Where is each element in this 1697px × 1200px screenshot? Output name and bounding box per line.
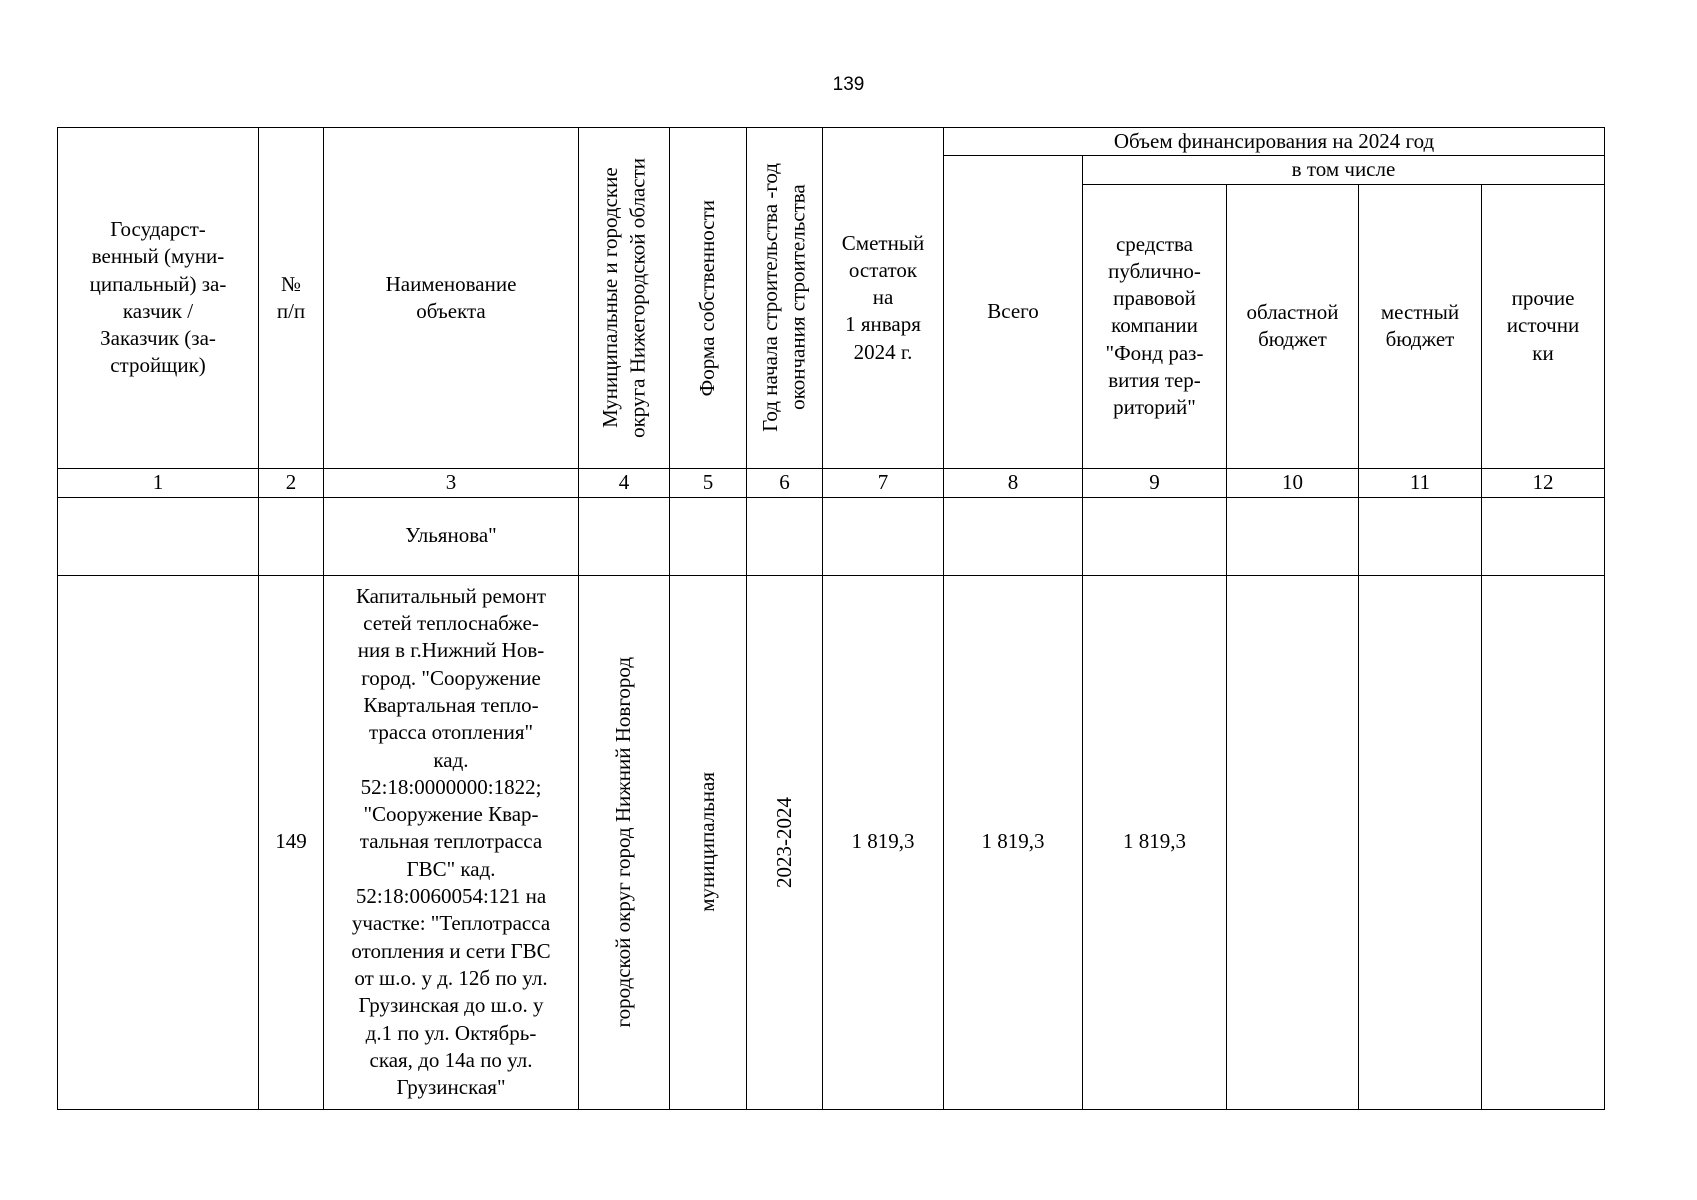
- cell-total: [944, 497, 1083, 575]
- header-local-budget: местный бюджет: [1359, 184, 1482, 468]
- cell-municipality: [579, 497, 670, 575]
- cell-object-name: Ульянова": [324, 497, 579, 575]
- cell-estimate: [823, 497, 944, 575]
- cell-public-fund: 1 819,3: [1083, 575, 1227, 1109]
- column-number: 4: [579, 468, 670, 497]
- column-number: 5: [670, 468, 747, 497]
- header-regional-budget: областной бюджет: [1227, 184, 1359, 468]
- column-number: 6: [747, 468, 823, 497]
- cell-number: 149: [259, 575, 324, 1109]
- column-number: 9: [1083, 468, 1227, 497]
- cell-years: [747, 497, 823, 575]
- header-funding-group: Объем финансирования на 2024 год: [944, 128, 1605, 156]
- cell-customer: [58, 575, 259, 1109]
- cell-other-sources: [1482, 497, 1605, 575]
- cell-number: [259, 497, 324, 575]
- table-row: [58, 497, 1605, 575]
- cell-municipality-cell: [579, 575, 670, 1109]
- cell-ownership: муниципальная: [695, 772, 720, 912]
- column-number: 10: [1227, 468, 1359, 497]
- column-number: 3: [324, 468, 579, 497]
- cell-ownership-cell: [670, 575, 747, 1109]
- header-public-fund: средства публично- правовой компании "Фонд раз- вития тер- риторий": [1083, 184, 1227, 468]
- cell-ownership: [670, 497, 747, 575]
- header-other-sources: прочие источни ки: [1482, 184, 1605, 468]
- table-row: [58, 575, 1605, 1109]
- header-estimate: Сметный остаток на 1 января 2024 г.: [823, 128, 944, 469]
- cell-regional-budget: [1227, 575, 1359, 1109]
- cell-regional-budget: [1227, 497, 1359, 575]
- cell-local-budget: [1359, 575, 1482, 1109]
- cell-object-name: Капитальный ремонт сетей теплоснабже- ния в г.Нижний Нов- город. "Сооружение Квартальная тепло- трасса отопления" кад. 52:18:0000000:1822; "Сооружение Квар- тальная теплотрасса ГВС" кад. 52:18:0060054:121 на участке: "Теплотрасса отопления и сети ГВС от ш.о. у д. 12б по ул. Грузинская до ш.о. у д.1 по ул. Октябрь- ская, до 14а по ул. Грузинская": [324, 575, 579, 1109]
- column-number: 12: [1482, 468, 1605, 497]
- header-ownership: Форма собственности: [695, 199, 720, 396]
- cell-years-cell: [747, 575, 823, 1109]
- column-number: 11: [1359, 468, 1482, 497]
- cell-estimate: 1 819,3: [823, 575, 944, 1109]
- column-number: 7: [823, 468, 944, 497]
- cell-customer: [58, 497, 259, 575]
- header-number: № п/п: [259, 128, 324, 469]
- column-numbers-row: [58, 468, 1605, 497]
- header-total: Всего: [944, 156, 1083, 468]
- cell-public-fund: [1083, 497, 1227, 575]
- header-years-cell: [747, 128, 823, 469]
- header-customer: Государст- венный (муни- ципальный) за- казчик / Заказчик (за- стройщик): [58, 128, 259, 469]
- header-including: в том числе: [1083, 156, 1605, 184]
- header-years: Год начала строительства -год окончания строительства: [758, 163, 810, 433]
- page-number: 139: [832, 74, 865, 95]
- cell-years: 2023-2024: [771, 796, 796, 888]
- header-municipality: Муниципальные и городские округа Нижегородской области: [597, 157, 649, 438]
- cell-total: 1 819,3: [944, 575, 1083, 1109]
- cell-other-sources: [1482, 575, 1605, 1109]
- column-number: 8: [944, 468, 1083, 497]
- cell-local-budget: [1359, 497, 1482, 575]
- column-number: 1: [58, 468, 259, 497]
- cell-municipality: городской округ город Нижний Новгород: [611, 656, 636, 1028]
- column-number: 2: [259, 468, 324, 497]
- financing-table: [57, 127, 1605, 1110]
- header-object-name: Наименование объекта: [324, 128, 579, 469]
- header-ownership-cell: [670, 128, 747, 469]
- header-municipality-cell: [579, 128, 670, 469]
